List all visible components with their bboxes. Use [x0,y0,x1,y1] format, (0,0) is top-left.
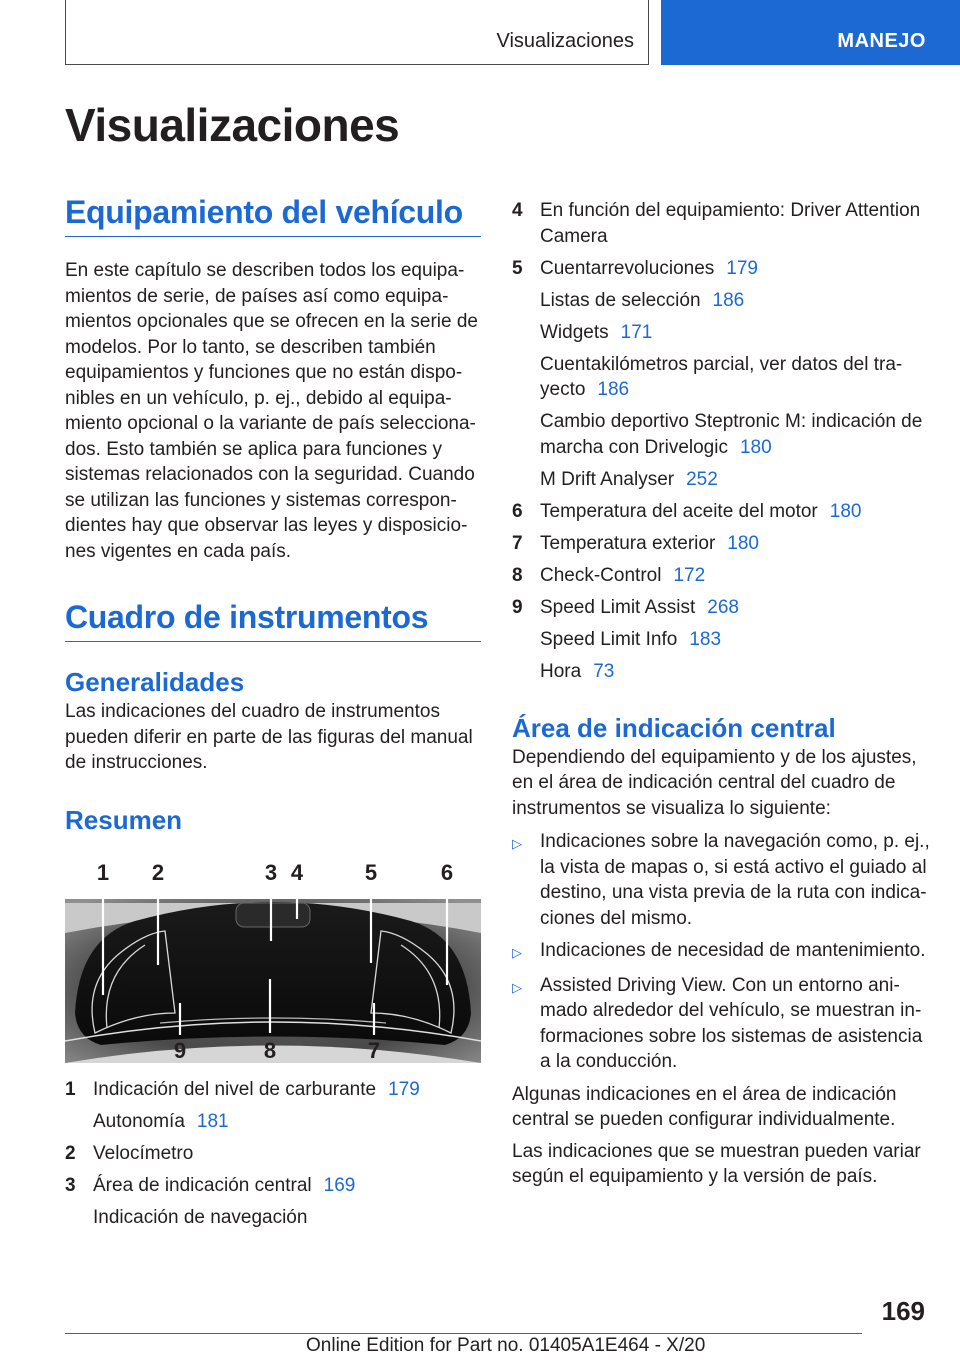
legend-item-line [540,256,932,282]
page-reference-link[interactable]: 186 [597,379,630,400]
page-reference-link[interactable]: 179 [726,257,758,279]
legend-item-body [93,1173,481,1237]
footer-edition: Online Edition for Part no. 01405A1E464 - X/20 [306,1335,706,1356]
figure-label-3: 3 [264,862,278,885]
legend-item-line [540,320,932,346]
bullet-text: Indicaciones de necesidad de mantenimiento. [540,940,926,961]
heading-equipamiento: Equipamiento del vehículo [65,194,463,230]
page-reference-link[interactable]: 169 [323,1174,356,1196]
legend-item [512,531,932,563]
paragraph-generalidades: Las indicaciones del cuadro de instrumentos pueden diferir en parte de las figuras del manual de instrucciones. [65,701,473,773]
legend-item [512,563,932,595]
legend-item-number: 3 [65,1174,76,1196]
cluster-illustration [65,863,481,1063]
legend-item-number: 4 [512,200,523,221]
left-column [65,190,481,1237]
legend-item-number: 6 [512,500,523,522]
page-reference-link[interactable]: 172 [673,564,706,586]
legend-item-line [540,499,932,525]
page-reference-link[interactable]: 180 [739,436,772,458]
legend-item-body [93,1077,481,1141]
figure-label-7: 7 [367,1037,381,1063]
triangle-right-icon: ▷ [512,979,522,995]
legend-item-body [540,531,932,563]
legend-item-line [540,288,932,314]
page-reference-link[interactable]: 268 [707,596,739,618]
legend-item-line [540,531,932,557]
legend-item-line [540,198,932,249]
heading-rule [65,236,481,237]
legend-item-body [93,1141,481,1173]
legend-item-line [93,1173,481,1199]
legend-item [512,256,932,499]
legend-item-line [93,1109,481,1135]
legend-item-text: En función del equipamiento: Driver Attention Camera [540,200,921,247]
heading-cuadro: Cuadro de instrumentos [65,599,429,635]
legend-item-text: Temperatura del aceite del motor [540,500,818,522]
legend-item-line [540,659,932,685]
legend-item-line [540,467,932,493]
legend-item-body [540,563,932,595]
paragraph-vary: Las indicaciones que se muestran pueden variar según el equipamiento y la versión de país. [512,1140,921,1187]
legend-list-right [512,198,932,691]
legend-item [65,1077,481,1141]
legend-item-body [540,499,932,531]
heading-rule [65,641,481,642]
legend-item [65,1141,481,1173]
legend-item-line [540,563,932,589]
page-reference-link[interactable]: 183 [689,628,722,650]
page-reference-link[interactable]: 186 [712,289,745,311]
legend-item-text: Listas de selección [540,289,701,311]
legend-item-text: Check-Control [540,564,662,586]
right-column [512,198,932,1190]
header-chapter-tab[interactable] [661,0,960,65]
legend-item-text: M Drift Analyser [540,468,675,490]
heading-resumen: Resumen [65,804,183,835]
figure-label-8: 8 [263,1037,277,1063]
legend-item [512,499,932,531]
legend-item [512,595,932,691]
legend-item-number: 9 [512,596,523,618]
heading-generalidades: Generalidades [65,667,245,697]
legend-item-line [540,409,932,460]
legend-item-body [540,198,932,256]
bullet-item [512,829,932,931]
legend-item-number: 8 [512,564,523,586]
page-reference-link[interactable]: 181 [196,1110,229,1132]
legend-item-body [540,256,932,499]
page-reference-link[interactable]: 171 [620,321,653,343]
bullet-text: Assisted Driving View. Con un entorno animado alrededor del vehículo, se muestran informaciones sobre los sistemas de asistencia a la conducción. [540,974,923,1072]
legend-item-line [93,1205,481,1231]
bullet-text: Indicaciones sobre la navegación como, p. ej., la vista de mapas o, si está activo el guiado al destino, una vista previa de la ruta con indicaciones del mismo. [540,831,930,929]
legend-item-line [540,627,932,653]
header-chapter-label: MANEJO [837,30,926,52]
paragraph-equipamiento: En este capítulo se describen todos los equipamientos de serie, de países así como equipamientos opcionales que se ofrecen en la serie de modelos. Por lo tanto, se describen también equipamientos y funciones que no están disponibles en un vehículo, p. ej., debido al equipamiento opcional o la variante de país seleccionados. Esto también se aplica para funciones y sistemas relacionados con la seguridad. Cuando se utilizan las funciones y sistemas correspondientes hay que observar las leyes y disposiciones vigentes en cada país. [65,260,478,562]
legend-item-body [540,595,932,691]
figure-label-9: 9 [173,1037,187,1063]
figure-label-4: 4 [290,862,304,885]
legend-item-line [540,595,932,621]
legend-item-text: Velocímetro [93,1142,194,1164]
figure-label-5: 5 [364,862,378,885]
legend-item-text: Cuentarrevoluciones [540,257,715,279]
legend-item-text: Cambio deportivo Steptronic M: indicación de marcha con Drivelogic [540,411,923,458]
legend-item-text: Hora [540,660,582,682]
legend-item-number: 7 [512,532,523,554]
figure-label-1: 1 [96,862,110,885]
legend-item-text: Widgets [540,321,609,343]
paragraph-area-central: Dependiendo del equipamiento y de los ajustes, en el área de indicación central del cuadro de instrumentos se visualiza lo siguiente: [512,746,917,819]
legend-item-text: Indicación del nivel de carburante [93,1078,377,1100]
bullet-item [512,973,932,1075]
legend-item-text: Speed Limit Info [540,628,678,650]
legend-item-text: Autonomía [93,1110,185,1132]
legend-item-number: 2 [65,1142,76,1164]
page-reference-link[interactable]: 180 [727,532,759,554]
page-number: 169 [881,1296,925,1326]
legend-item-text: Área de indicación central [93,1174,312,1196]
page-reference-link[interactable]: 73 [593,660,615,682]
heading-area-central: Área de indicación central [512,712,836,743]
page-reference-link[interactable]: 180 [829,500,862,522]
page-title: Visualizaciones [65,99,400,151]
bullet-list [512,829,932,1075]
figure-label-6: 6 [440,862,454,885]
legend-item-line [540,352,932,403]
legend-item-line [93,1077,481,1103]
page-reference-link[interactable]: 179 [388,1078,420,1100]
legend-item-number: 1 [65,1078,76,1100]
figure-label-2: 2 [151,862,165,885]
legend-item [65,1173,481,1237]
instrument-cluster-figure [65,863,481,1063]
legend-item-text: Cuentakilómetros parcial, ver datos del trayecto [540,353,903,400]
header-section-title: Visualizaciones [496,30,634,52]
paragraph-config: Algunas indicaciones en el área de indicación central se pueden configurar individualmente. [512,1083,897,1130]
legend-item [512,198,932,256]
header-section-box [65,0,649,65]
page-reference-link[interactable]: 252 [686,468,718,490]
legend-item-text: Speed Limit Assist [540,596,696,618]
bullet-item [512,938,932,966]
legend-item-number: 5 [512,257,523,279]
legend-item-text: Indicación de navegación [93,1206,308,1228]
legend-item-text: Temperatura exterior [540,532,716,554]
triangle-right-icon: ▷ [512,836,522,851]
triangle-right-icon: ▷ [512,945,522,960]
footer-rule [65,1333,862,1334]
legend-list-left [65,1077,481,1237]
legend-item-line [93,1141,481,1167]
